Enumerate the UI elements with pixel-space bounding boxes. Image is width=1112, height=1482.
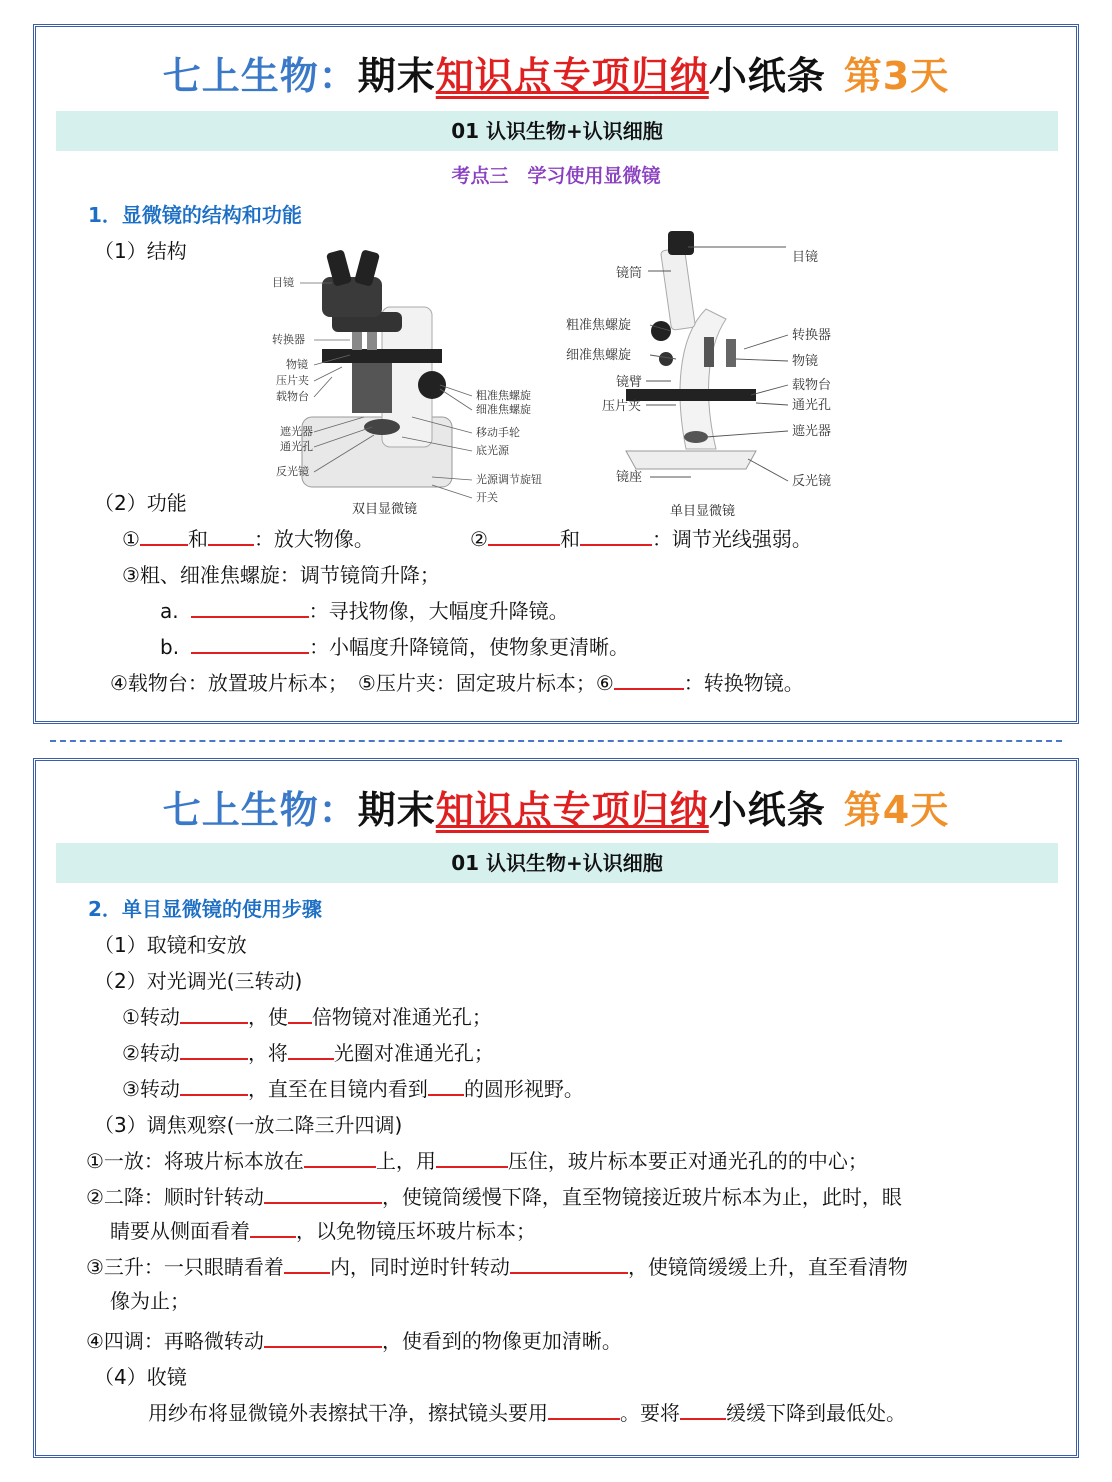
step-2-heading: （2）对光调光(三转动)	[94, 969, 303, 993]
function-line-2: ② 和 ：调节光线强弱。	[470, 523, 812, 552]
label-stage-clip: 压片夹	[276, 374, 309, 387]
note-card-day4	[33, 758, 1079, 1458]
answer-blank[interactable]	[548, 1398, 620, 1420]
answer-blank[interactable]	[180, 1038, 248, 1060]
step-3-heading: （3）调焦观察(一放二降三升四调)	[94, 1113, 403, 1137]
answer-blank[interactable]	[580, 524, 652, 546]
step-2-line-1: ①转动 ，使 倍物镜对准通光孔；	[122, 1001, 492, 1030]
title-exam: 期末	[357, 54, 436, 98]
subheading-structure: （1）结构	[94, 239, 187, 263]
label-stage: 载物台	[276, 390, 309, 403]
step-2-line-2: ②转动 ，将 光圈对准通光孔；	[122, 1037, 494, 1066]
answer-blank[interactable]	[288, 1002, 312, 1024]
function-line-a: a. ：寻找物像，大幅度升降镜。	[160, 595, 569, 624]
title-subject: 七上生物：	[162, 54, 358, 98]
answer-blank[interactable]	[264, 1326, 382, 1348]
label-base: 镜座	[616, 470, 643, 485]
label-coarse-focus: 粗准焦螺旋	[476, 389, 531, 402]
binocular-microscope-diagram	[232, 237, 562, 517]
answer-blank[interactable]	[264, 1182, 382, 1204]
step-3-line-4: ④四调：再略微转动 ，使看到的物像更加清晰。	[86, 1325, 622, 1354]
chapter-band: 01 认识生物+认识细胞	[56, 111, 1058, 151]
step-4-heading: （4）收镜	[94, 1365, 187, 1389]
title-note: 小纸条	[708, 788, 826, 832]
answer-blank[interactable]	[614, 668, 684, 690]
answer-blank[interactable]	[436, 1146, 508, 1168]
label-base-light: 底光源	[476, 444, 509, 457]
answer-blank[interactable]	[191, 596, 309, 618]
label-arm: 镜臂	[616, 375, 643, 390]
caption-binocular: 双目显微镜	[352, 502, 418, 517]
step-3-line-3-cont: 像为止；	[110, 1289, 190, 1313]
title-note: 小纸条	[708, 54, 826, 98]
title-subject: 七上生物：	[162, 788, 358, 832]
title-highlight: 知识点专项归纳	[435, 788, 709, 832]
answer-blank[interactable]	[510, 1252, 628, 1274]
label-eyepiece: 目镜	[272, 276, 294, 289]
function-line-1: ① 和 ：放大物像。	[122, 523, 374, 552]
label-stage-mono: 载物台	[792, 378, 832, 393]
step-3-line-1: ①一放：将玻片标本放在 上，用 压住，玻片标本要正对通光孔的的中心；	[86, 1145, 868, 1174]
answer-blank[interactable]	[304, 1146, 376, 1168]
monocular-microscope-diagram	[526, 219, 856, 519]
answer-blank[interactable]	[140, 524, 188, 546]
label-diaphragm-mono: 遮光器	[792, 424, 832, 439]
title-exam: 期末	[357, 788, 436, 832]
title-highlight: 知识点专项归纳	[435, 54, 709, 98]
answer-blank[interactable]	[208, 524, 254, 546]
caption-monocular: 单目显微镜	[670, 504, 736, 519]
label-objective-mono: 物镜	[792, 354, 819, 369]
label-fine-focus: 细准焦螺旋	[476, 403, 531, 416]
answer-blank[interactable]	[488, 524, 560, 546]
step-3-line-2: ②二降：顺时针转动 ，使镜筒缓慢下降，直至物镜接近玻片标本为止，此时，眼	[86, 1181, 902, 1210]
label-mirror: 反光镜	[276, 465, 309, 478]
step-3-line-2-cont: 睛要从侧面看着 ，以免物镜压坏玻片标本；	[110, 1215, 536, 1244]
label-nosepiece: 转换器	[272, 333, 305, 346]
function-line-3: ③粗、细准焦螺旋：调节镜筒升降；	[122, 563, 440, 587]
label-diaphragm: 遮光器	[280, 425, 313, 438]
label-light-hole: 通光孔	[280, 440, 313, 453]
cut-line-divider	[50, 740, 1062, 742]
label-mirror-mono: 反光镜	[792, 474, 832, 489]
function-line-b: b. ：小幅度升降镜筒，使物象更清晰。	[160, 631, 629, 660]
label-fine-focus-mono: 细准焦螺旋	[566, 348, 632, 363]
label-clip-mono: 压片夹	[602, 399, 642, 414]
step-1-heading: （1）取镜和安放	[94, 933, 247, 957]
label-light-knob: 光源调节旋钮	[476, 473, 542, 486]
label-light-hole-mono: 通光孔	[792, 398, 832, 413]
label-switch: 开关	[476, 491, 498, 504]
label-stage-control: 移动手轮	[476, 426, 520, 439]
section-heading-structure-function: 1．显微镜的结构和功能	[88, 203, 302, 227]
subheading-function: （2）功能	[94, 491, 187, 515]
card-title	[36, 45, 1076, 100]
answer-blank[interactable]	[191, 632, 309, 654]
label-tube: 镜筒	[616, 266, 643, 281]
answer-blank[interactable]	[180, 1074, 248, 1096]
title-day: 第4天	[843, 788, 950, 832]
label-objective: 物镜	[286, 358, 308, 371]
label-nosepiece-mono: 转换器	[792, 328, 832, 343]
step-4-line: 用纱布将显微镜外表擦拭干净，擦拭镜头要用 。要将 缓缓下降到最低处。	[148, 1397, 906, 1426]
function-line-4: ④载物台：放置玻片标本； ⑤压片夹：固定玻片标本；⑥ ：转换物镜。	[110, 667, 804, 696]
answer-blank[interactable]	[428, 1074, 464, 1096]
section-heading-usage-steps: 2．单目显微镜的使用步骤	[88, 897, 322, 921]
label-coarse-focus-mono: 粗准焦螺旋	[566, 318, 632, 333]
card-title	[36, 779, 1076, 834]
kaodian-heading: 考点三 学习使用显微镜	[451, 165, 661, 187]
answer-blank[interactable]	[180, 1002, 248, 1024]
step-2-line-3: ③转动 ，直至在目镜内看到 的圆形视野。	[122, 1073, 584, 1102]
note-card-day3	[33, 24, 1079, 724]
chapter-band: 01 认识生物+认识细胞	[56, 843, 1058, 883]
answer-blank[interactable]	[284, 1252, 330, 1274]
answer-blank[interactable]	[288, 1038, 334, 1060]
title-day: 第3天	[843, 54, 950, 98]
answer-blank[interactable]	[250, 1216, 296, 1238]
step-3-line-3: ③三升：一只眼睛看着 内，同时逆时针转动 ，使镜筒缓缓上升，直至看清物	[86, 1251, 908, 1280]
answer-blank[interactable]	[680, 1398, 726, 1420]
label-eyepiece-mono: 目镜	[792, 250, 819, 265]
